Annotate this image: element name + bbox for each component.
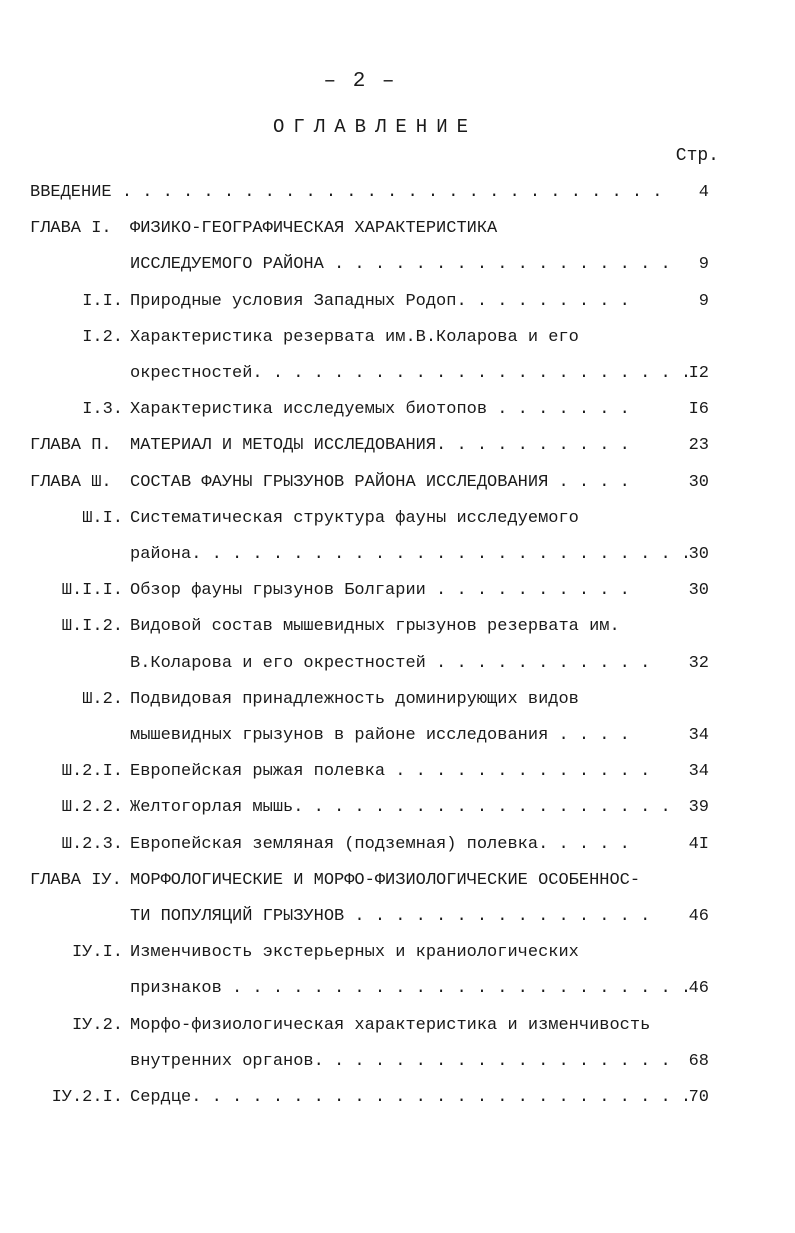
toc-entry-title: окрестностей. . . . . . . . . . . . . . . . . . . . . . (130, 364, 692, 383)
toc-entry-page: 4 (698, 183, 709, 202)
toc-entry-line (0, 504, 795, 534)
toc-entry-line (0, 431, 795, 461)
toc-entry-title: Систематическая структура фауны исследуемого (130, 508, 579, 528)
toc-entry-page: 34 (688, 762, 709, 782)
toc-entry-line (0, 721, 795, 751)
toc-entry-title: Морфо-физиологическая характеристика и изменчивость (130, 1015, 651, 1035)
toc-entry-page: 30 (688, 581, 709, 601)
toc-entry-line (0, 576, 795, 606)
toc-entry-title: района. . . . . . . . . . . . . . . . . . . . . . . . . (130, 545, 692, 564)
toc-entry-line (0, 1047, 795, 1077)
toc-entry-number: Ш.2.2. (61, 798, 123, 818)
toc-entry-number: ГЛАВА Ш. (30, 472, 112, 492)
toc-entry-title: Европейская земляная (подземная) полевка. . . . . (130, 834, 630, 854)
toc-entry-number: IУ.I. (71, 943, 123, 963)
toc-entry-page: I2 (688, 364, 709, 383)
toc-entry-page: 46 (688, 979, 709, 999)
toc-entry-line (0, 612, 795, 642)
toc-entry-title: МОРФОЛОГИЧЕСКИЕ И МОРФО-ФИЗИОЛОГИЧЕСКИЕ ОСОБЕННОС- (130, 870, 641, 890)
toc-entry-line (0, 287, 795, 317)
toc-entry-title: Сердце. . . . . . . . . . . . . . . . . . . . . . . . . (130, 1088, 692, 1107)
toc-entry-line (0, 1083, 795, 1113)
toc-entry-page: 39 (688, 798, 709, 818)
page-number: – 2 – (323, 70, 397, 93)
toc-entry-number: I.2. (82, 327, 123, 347)
toc-entry-title: мышевидных грызунов в районе исследования . . . . (130, 726, 630, 745)
toc-entry-line (0, 793, 795, 823)
toc-entry-page: 32 (688, 653, 709, 673)
toc-entry-page: 70 (688, 1088, 709, 1107)
toc-entry-title: Желтогорлая мышь. . . . . . . . . . . . . . . . . . . (130, 798, 671, 818)
toc-entry-title: Европейская рыжая полевка . . . . . . . . . . . . . (130, 762, 651, 782)
toc-entry-title: ИССЛЕДУЕМОГО РАЙОНА . . . . . . . . . . . . . . . . . (130, 255, 671, 275)
toc-entry-line (0, 359, 795, 389)
toc-entry-line (0, 323, 795, 353)
toc-entry-line (0, 214, 795, 244)
toc-entry-title: Природные условия Западных Родоп. . . . . . . . . (130, 291, 630, 311)
toc-entry-page: 34 (688, 726, 709, 745)
toc-entry-page: 9 (698, 291, 709, 311)
toc-entry-line (0, 178, 795, 208)
toc-entry-line (0, 866, 795, 896)
toc-entry-number: I.I. (82, 291, 123, 311)
toc-entry-number: IУ.2.I. (51, 1088, 123, 1107)
toc-entry-title: Характеристика исследуемых биотопов . . . . . . . (130, 400, 630, 420)
toc-entry-number: IУ.2. (71, 1015, 123, 1035)
toc-entry-title: Видовой состав мышевидных грызунов резервата им. (130, 617, 620, 637)
toc-entry-title: ФИЗИКО-ГЕОГРАФИЧЕСКАЯ ХАРАКТЕРИСТИКА (130, 219, 498, 239)
toc-entry-title: СОСТАВ ФАУНЫ ГРЫЗУНОВ РАЙОНА ИССЛЕДОВАНИЯ . . . . (130, 472, 630, 492)
toc-entry-title: МАТЕРИАЛ И МЕТОДЫ ИССЛЕДОВАНИЯ. . . . . . . . . . (130, 436, 630, 456)
toc-entry-number: ГЛАВА IУ. (30, 870, 122, 890)
page-column-label: Стр. (675, 146, 719, 166)
toc-entry-number: Ш.2.I. (61, 762, 123, 782)
toc-entry-number: Ш.I.I. (61, 581, 123, 601)
toc-entry-number: Ш.I. (82, 508, 123, 528)
toc-entry-page: 68 (688, 1051, 709, 1071)
toc-entry-line (0, 468, 795, 498)
toc-entry-number: Ш.2.3. (61, 834, 123, 854)
toc-entry-line (0, 1011, 795, 1041)
toc-entry-line (0, 938, 795, 968)
toc-entry-line (0, 974, 795, 1004)
toc-entry-title: ВВЕДЕНИЕ . . . . . . . . . . . . . . . . . . . . . . . . . . . (30, 183, 663, 202)
toc-entry-number: Ш.I.2. (61, 617, 123, 637)
toc-entry-title: Обзор фауны грызунов Болгарии . . . . . . . . . . (130, 581, 630, 601)
toc-entry-title: Изменчивость экстерьерных и краниологических (130, 943, 579, 963)
toc-entry-page: 9 (698, 255, 709, 275)
toc-entry-number: ГЛАВА I. (30, 219, 112, 239)
toc-title: ОГЛАВЛЕНИЕ (272, 116, 478, 138)
toc-entry-line (0, 902, 795, 932)
toc-entry-line (0, 757, 795, 787)
toc-entry-page: I6 (688, 400, 709, 420)
toc-entry-title: признаков . . . . . . . . . . . . . . . . . . . . . . . (130, 979, 692, 999)
toc-entry-line (0, 685, 795, 715)
toc-entry-title: внутренних органов. . . . . . . . . . . . . . . . . . (130, 1051, 671, 1071)
toc-entry-number: ГЛАВА П. (30, 436, 112, 456)
toc-entry-page: 4I (688, 834, 709, 854)
toc-entry-title: Характеристика резервата им.В.Коларова и его (130, 327, 579, 347)
toc-entry-page: 23 (688, 436, 709, 456)
toc-entry-number: Ш.2. (82, 689, 123, 709)
toc-entry-line (0, 395, 795, 425)
toc-entry-title: Подвидовая принадлежность доминирующих видов (130, 689, 579, 709)
toc-entry-line (0, 649, 795, 679)
toc-entry-page: 46 (688, 907, 709, 926)
toc-entry-page: 30 (688, 472, 709, 492)
toc-entry-number: I.3. (82, 400, 123, 420)
toc-entry-line (0, 250, 795, 280)
toc-entry-page: 30 (688, 545, 709, 564)
toc-entry-title: В.Коларова и его окрестностей . . . . . . . . . . . (130, 653, 651, 673)
toc-entry-line (0, 540, 795, 570)
toc-entry-title: ТИ ПОПУЛЯЦИЙ ГРЫЗУНОВ . . . . . . . . . . . . . . . (130, 907, 651, 926)
toc-entry-line (0, 830, 795, 860)
